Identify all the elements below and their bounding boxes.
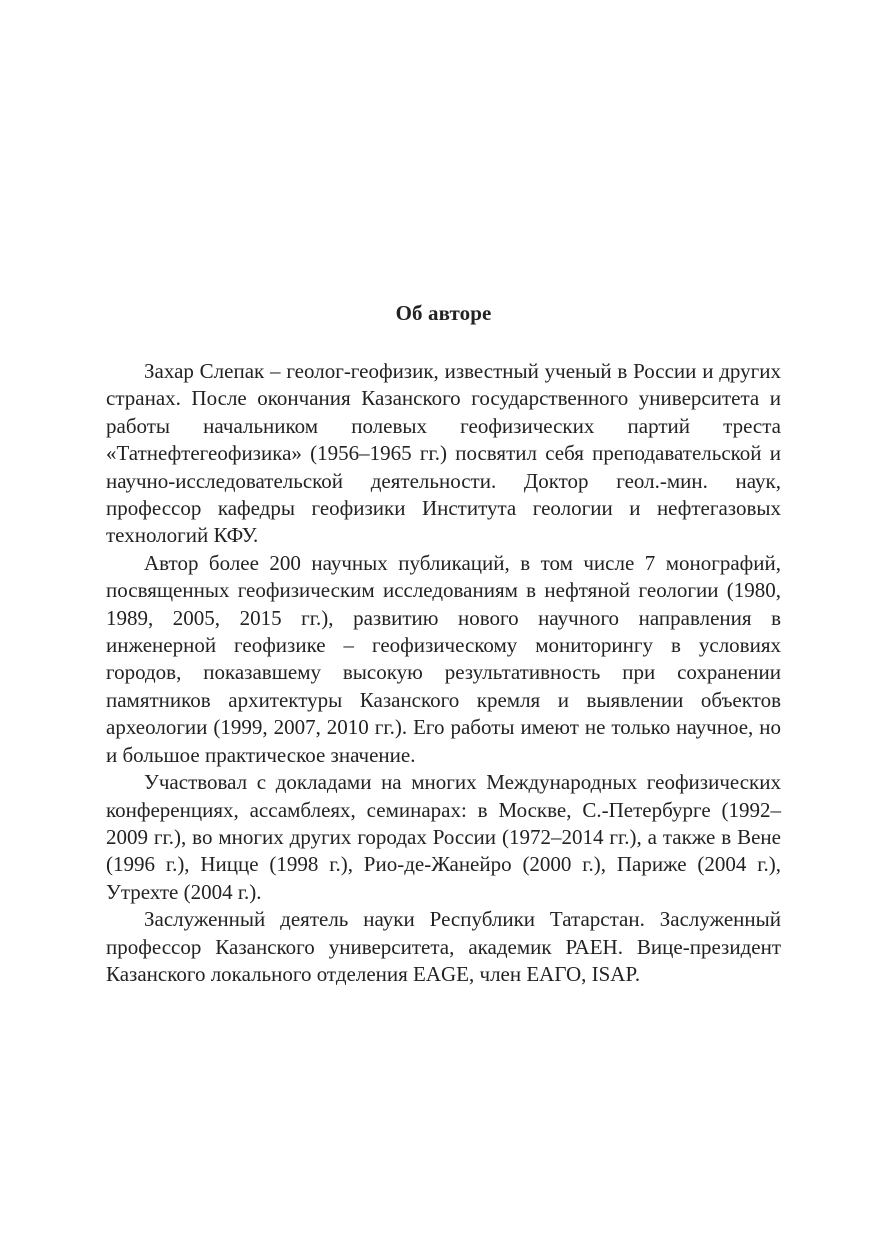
about-author-section [106,298,781,988]
paragraph-biography: Захар Слепак – геолог-геофизик, известный ученый в России и других странах. После окончания Казанского государственного университета и работы начальником полевых геофизических партий треста «Татнефтегеофизика» (1956–1965 гг.) посвятил себя преподавательской и научно-исследовательской деятельности. Доктор геол.-мин. наук, профессор кафедры геофизики Института геологии и нефтегазовых технологий КФУ. [106,359,781,548]
paragraph-honors: Заслуженный деятель науки Республики Татарстан. Заслуженный профессор Казанского университета, академик РАЕН. Вице-президент Казанского локального отделения EAGE, член ЕАГО, ISAP. [106,907,781,986]
paragraph-conferences: Участвовал с докладами на многих Международных геофизических конференциях, ассамблеях, семинарах: в Москве, С.-Петербурге (1992–2009 гг.), во многих других городах России (1972–2014 гг.), а также в Вене (1996 г.), Ницце (1998 г.), Рио-де-Жанейро (2000 г.), Париже (2004 г.), Утрехте (2004 г.). [106,770,781,904]
section-title: Об авторе [395,301,492,325]
paragraph-publications: Автор более 200 научных публикаций, в том числе 7 монографий, посвященных геофизическим исследованиям в нефтяной геологии (1980, 1989, 2005, 2015 гг.), развитию нового научного направления в инженерной геофизике – геофизическому мониторингу в условиях городов, показавшему высокую результативность при сохранении памятников архитектуры Казанского кремля и выявлении объектов археологии (1999, 2007, 2010 гг.). Его работы имеют не только научное, но и большое практическое значение. [106,550,781,767]
